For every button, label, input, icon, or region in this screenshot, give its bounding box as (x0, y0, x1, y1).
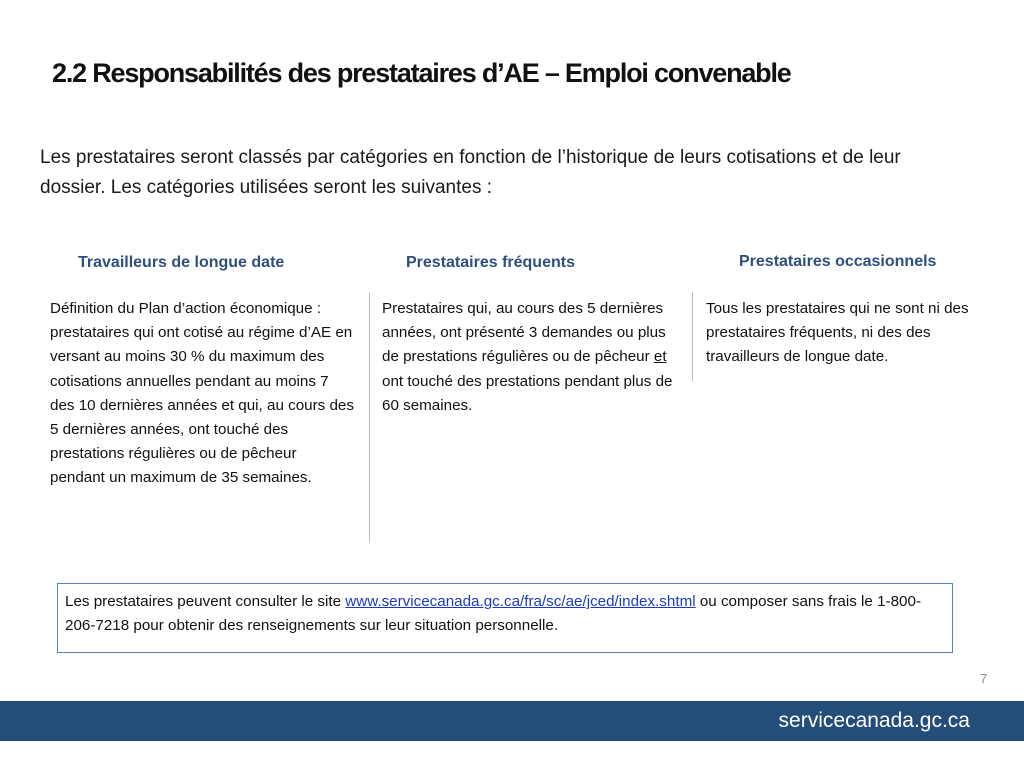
column-divider (369, 292, 370, 542)
info-box (57, 583, 953, 653)
footer-bar (0, 701, 1024, 741)
frequent-text-part: ont touché des prestations pendant plus de 60 semaines. (382, 372, 673, 414)
column-body-occasional: Tous les prestataires qui ne sont ni des prestataires fréquents, ni des des travailleurs de longue date. (706, 300, 969, 366)
column-heading-frequent: Prestataires fréquents (406, 254, 575, 271)
column-body-long-tenured: Définition du Plan d’action économique : prestataires qui ont cotisé au régime d’AE en versant au moins 30 % du maximum des cotisations annuelles pendant au moins 7 des 10 dernières années et qui, au cours des 5 dernières années, ont touché des prestations régulières ou de pêcheur pendant un maximum de 35 semaines. (50, 300, 354, 487)
info-text: ou composer sans frais le 1-800-206-7218 pour obtenir des renseignements sur leur situation personnelle. (65, 593, 921, 634)
info-text: Les prestataires peuvent consulter le site (65, 593, 346, 610)
column-heading-occasional: Prestataires occasionnels (739, 253, 937, 270)
footer-website: servicecanada.gc.ca (778, 709, 970, 732)
slide-title: 2.2 Responsabilités des prestataires d’AE – Emploi convenable (52, 58, 791, 88)
frequent-underlined-word: et (653, 348, 667, 366)
intro-paragraph: Les prestataires seront classés par catégories en fonction de l’historique de leurs cotisations et de leur dossier. Les catégories utilisées seront les suivantes : (40, 147, 901, 198)
frequent-text-part: Prestataires qui, au cours des 5 dernières années, ont présenté 3 demandes ou plus de prestations régulières ou de pêcheur (382, 300, 666, 366)
column-body-frequent (382, 297, 682, 418)
page-number: 7 (980, 671, 988, 686)
column-heading-long-tenured: Travailleurs de longue date (78, 254, 285, 271)
column-divider (692, 292, 693, 382)
service-canada-link[interactable]: www.servicecanada.gc.ca/fra/sc/ae/jced/index.shtml (345, 593, 696, 610)
